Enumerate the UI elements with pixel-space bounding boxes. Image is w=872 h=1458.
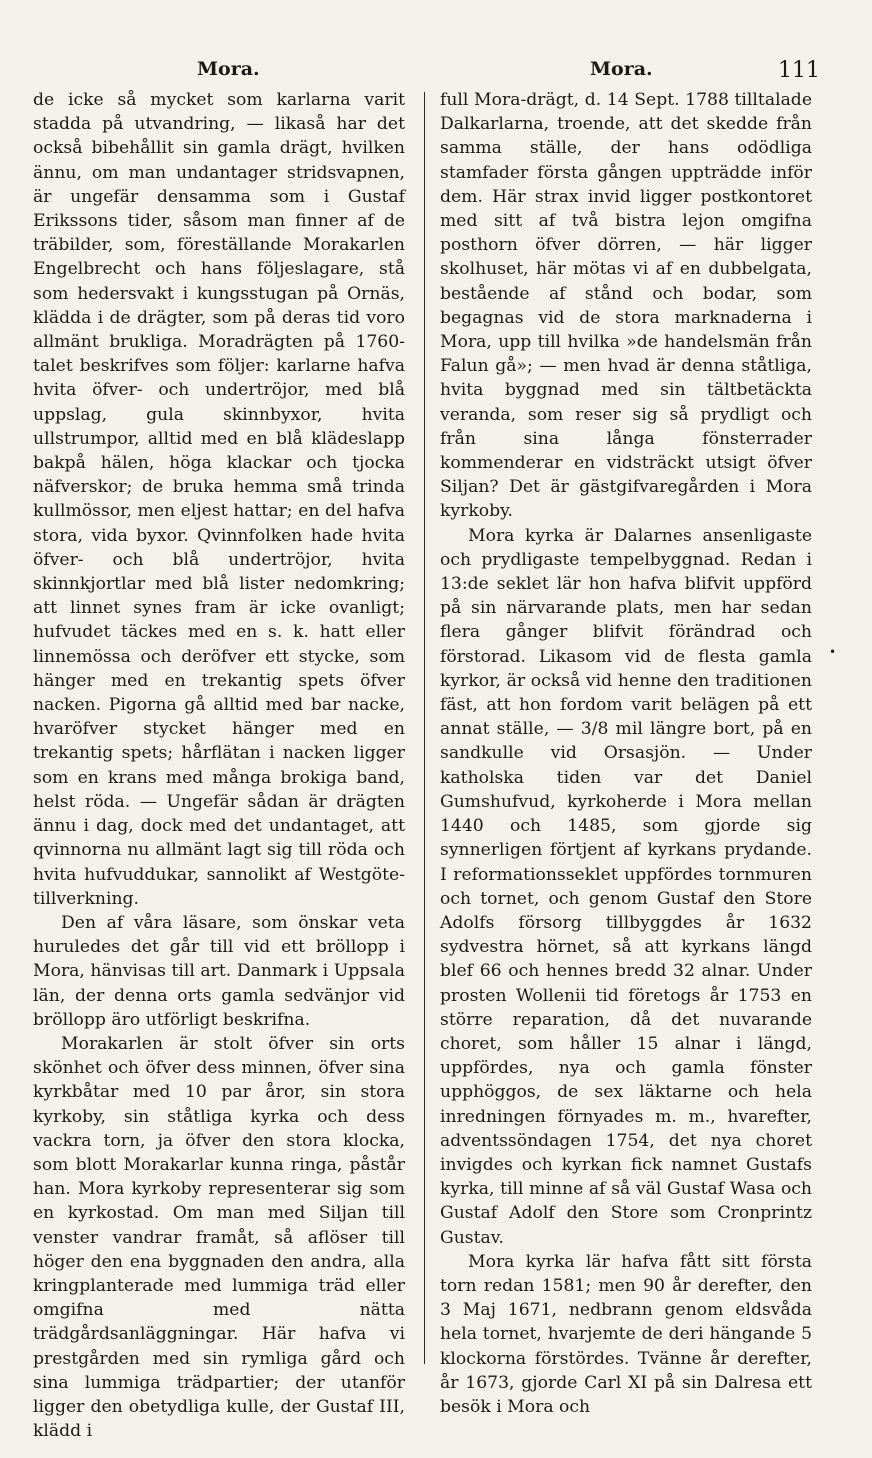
margin-mark: • <box>829 645 837 659</box>
page-number: 111 <box>778 58 820 83</box>
left-column <box>33 88 405 1443</box>
right-column <box>440 88 812 1419</box>
right-paragraph-3: Mora kyrka lär hafva fått sitt första torn redan 1581; men 90 år derefter, den 3 Maj 1671, nedbrann genom eldsvåda hela tornet, hvarjemte de deri hängande 5 klockorna förstördes. Tvänne år derefter, år 1673, gjorde Carl XI på sin Dalresa ett besök i Mora och <box>440 1251 812 1417</box>
running-header-left: Mora. <box>197 58 260 80</box>
right-paragraph-1: full Mora-drägt, d. 14 Sept. 1788 tilltalade Dalkarlarna, troende, att det skedde från samma ställe, der hans odödliga stamfader första gången uppträdde inför dem. Här strax invid ligger postkontoret med sitt af två bistra lejon omgifna posthorn öfver dörren, — här ligger skolhuset, här mötas vi af en dubbelgata, bestående af stånd och bodar, som begagnas vid de stora marknaderna i Mora, upp till hvilka »de handelsmän från Falun gå»; — men hvad är denna ståtliga, hvita byggnad med sin tältbetäckta veranda, som reser sig så prydligt och från sina långa fönsterrader kommenderar en vidsträckt utsigt öfver Siljan? Det är gästgifvaregården i Mora kyrkoby. <box>440 90 812 522</box>
right-paragraph-2: Mora kyrka är Dalarnes ansenligaste och prydligaste tempelbyggnad. Redan i 13:de seklet lär hon hafva blifvit uppförd på sin närvarande plats, men har sedan flera gånger blifvit förändrad och förstorad. Likasom vid de flesta gamla kyrkor, är också vid henne den traditionen fäst, att hon fordom varit belägen på ett annat ställe, — 3/8 mil längre bort, på en sandkulle vid Orsasjön. — Under katholska tiden var det Daniel Gumshufvud, kyrkoherde i Mora mellan 1440 och 1485, som gjorde sig synnerligen förtjent af kyrkans prydande. I reformationsseklet uppfördes tornmuren och tornet, och genom Gustaf den Store Adolfs försorg tillbyggdes år 1632 sydvestra hörnet, så att kyrkans längd blef 66 och hennes bredd 32 alnar. Under prosten Wollenii tid företogs år 1753 en större reparation, då det nuvarande choret, som håller 15 alnar i längd, uppfördes, nya och gamla fönster upphöggos, de sex läktarne och hela inredningen förnyades m. m., hvarefter, adventssöndagen 1754, det nya choret invigdes och kyrkan fick namnet Gustafs kyrka, till minne af så väl Gustaf Wasa och Gustaf Adolf den Store som Cronprintz Gustav. <box>440 525 812 1248</box>
running-header-right: Mora. <box>590 58 653 80</box>
left-paragraph-2: Den af våra läsare, som önskar veta huruledes det går till vid ett bröllopp i Mora, hänvisas till art. Danmark i Uppsala län, der denna orts gamla sedvänjor vid bröllopp äro utförligt beskrifna. <box>33 912 405 1030</box>
column-divider <box>424 92 425 1364</box>
left-paragraph-3: Morakarlen är stolt öfver sin orts skönhet och öfver dess minnen, öfver sina kyrkbåtar med 10 par åror, sin stora kyrkoby, sin ståtliga kyrka och dess vackra torn, ja öfver den stora klocka, som blott Morakarlar kunna ringa, påstår han. Mora kyrkoby representerar sig som en kyrkostad. Om man med Siljan till venster vandrar framåt, så aflöser till höger den ena byggnaden den andra, alla kringplanterade med lummiga träd eller omgifna med nätta trädgårdsanläggningar. Här hafva vi prestgården med sin rymliga gård och sina lummiga trädpartier; der utanför ligger den obetydliga kulle, der Gustaf III, klädd i <box>33 1033 405 1442</box>
left-paragraph-1: de icke så mycket som karlarna varit stadda på utvandring, — likaså har det också bibehållit sin gamla drägt, hvilken ännu, om man undantager stridsvapnen, är ungefär densamma som i Gustaf Erikssons tider, såsom man finner af de träbilder, som, föreställande Morakarlen Engelbrecht och hans följeslagare, stå som hedersvakt i kungsstugan på Ornäs, klädda i de drägter, som på deras tid voro allmänt brukliga. Moradrägten på 1760-talet beskrifves som följer: karlarne hafva hvita öfver- och undertröjor, med blå uppslag, gula skinnbyxor, hvita ullstrumpor, alltid med en blå klädeslapp bakpå hälen, höga klackar och tjocka näfverskor; de bruka hemma små trinda kullmössor, men eljest hattar; en del hafva stora, vida byxor. Qvinnfolken hade hvita öfver- och blå undertröjor, hvita skinnkjortlar med blå lister nedomkring; att linnet synes fram är icke ovanligt; hufvudet täckes med en s. k. hatt eller linnemössa och deröfver ett stycke, som hänger med en trekantig spets öfver nacken. Pigorna gå alltid med bar nacke, hvaröfver stycket hänger med en trekantig spets; hårflätan i nacken ligger som en krans med många brokiga band, helst röda. — Ungefär sådan är drägten ännu i dag, dock med det undantaget, att qvinnorna nu allmänt lagt sig till röda och hvita hufvuddukar, sannolikt af Westgöte-tillverkning. <box>33 90 405 909</box>
